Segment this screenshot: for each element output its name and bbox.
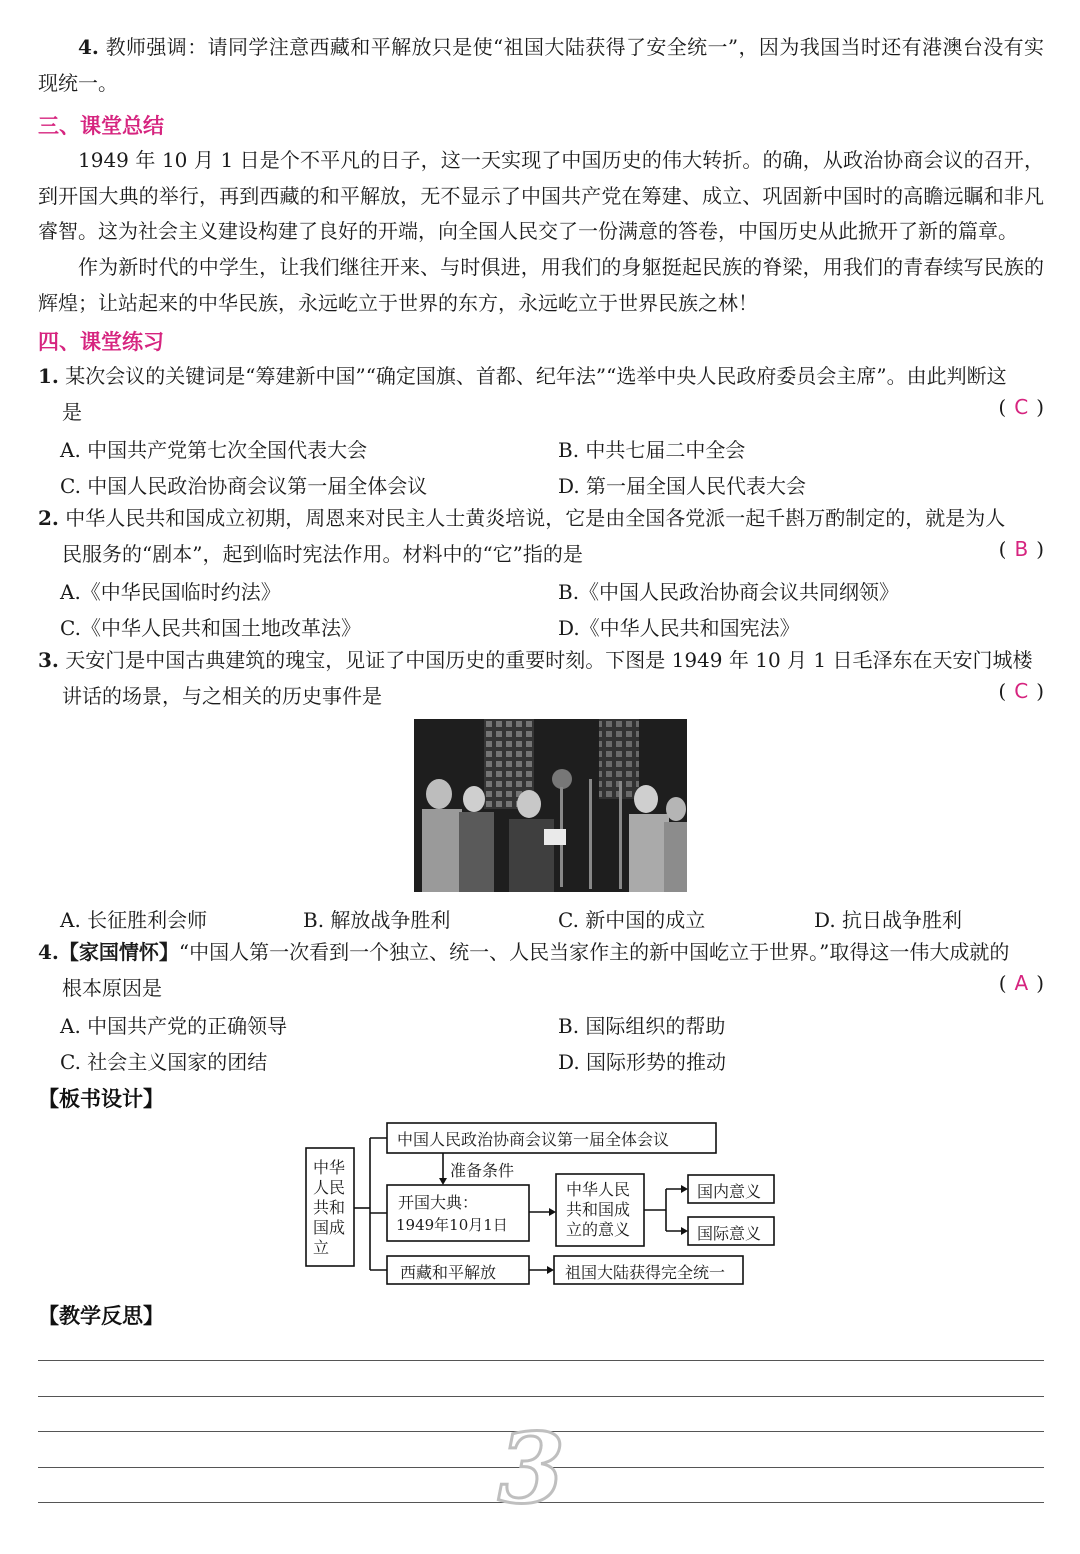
answer-letter: A bbox=[1014, 971, 1029, 995]
question-number: 4. bbox=[38, 940, 59, 964]
option-d: D. 抗日战争胜利 bbox=[814, 908, 963, 932]
teacher-note-text: 教师强调：请同学注意西藏和平解放只是使“祖国大陆获得了安全统一”，因为我国当时还有港澳台没有实现统一。 bbox=[38, 35, 1044, 95]
question-text-line2: 民服务的“剧本”，起到临时宪法作用。材料中的“它”指的是 bbox=[62, 541, 583, 566]
question-text-line2: 根本原因是 bbox=[62, 975, 162, 1000]
option-b: B.《中国人民政治协商会议共同纲领》 bbox=[558, 580, 900, 604]
reflection-heading: 【教学反思】 bbox=[38, 1304, 164, 1328]
question-text-line1: 某次会议的关键词是“筹建新中国”“确定国旗、首都、纪年法”“选举中央人民政府委员会主席”。由此判断这 bbox=[65, 364, 1007, 388]
practice-heading: 四、课堂练习 bbox=[38, 330, 164, 354]
question-text-line1: 中华人民共和国成立初期，周恩来对民主人士黄炎培说，它是由全国各党派一起千斟万酌制定的，就是为人 bbox=[65, 506, 1006, 530]
question-text-line2: 讲话的场景，与之相关的历史事件是 bbox=[62, 683, 382, 708]
option-d: D. 国际形势的推动 bbox=[558, 1050, 727, 1074]
question-number: 2. bbox=[38, 506, 59, 530]
option-b: B. 国际组织的帮助 bbox=[558, 1014, 726, 1038]
option-a: A. 中国共产党第七次全国代表大会 bbox=[60, 438, 368, 462]
writing-line bbox=[38, 1396, 1044, 1397]
answer-letter: B bbox=[1014, 537, 1029, 561]
question-3 bbox=[38, 643, 1044, 714]
question-text-line1: “中国人第一次看到一个独立、统一、人民当家作主的新中国屹立于世界。”取得这一伟大成就的 bbox=[178, 940, 1010, 964]
unify-label: 祖国大陆获得完全统一 bbox=[565, 1263, 726, 1282]
question-text-line2: 是 bbox=[62, 399, 82, 424]
summary-heading: 三、课堂总结 bbox=[38, 114, 164, 138]
answer-letter: C bbox=[1014, 395, 1029, 419]
historical-photo bbox=[414, 719, 687, 892]
page-number: 3 bbox=[498, 1412, 565, 1525]
conference-label: 中国人民政治协商会议第一届全体会议 bbox=[397, 1130, 670, 1149]
writing-line bbox=[38, 1360, 1044, 1361]
option-a: A. 长征胜利会师 bbox=[60, 908, 208, 932]
option-b: B. 解放战争胜利 bbox=[303, 908, 451, 932]
answer-bracket: ( A ) bbox=[998, 971, 1044, 995]
question-number: 1. bbox=[38, 364, 59, 388]
question-2 bbox=[38, 501, 1044, 572]
option-a: A. 中国共产党的正确领导 bbox=[60, 1014, 288, 1038]
root-label: 中华人民共和国成立 bbox=[313, 1158, 346, 1257]
ceremony-label-2: 1949年10月1日 bbox=[396, 1216, 508, 1234]
photo-illustration bbox=[414, 719, 687, 892]
prep-label: 准备条件 bbox=[450, 1161, 515, 1180]
option-d: D. 第一届全国人民代表大会 bbox=[558, 474, 807, 498]
option-c: C. 中国人民政治协商会议第一届全体会议 bbox=[60, 474, 428, 498]
answer-bracket: ( B ) bbox=[998, 537, 1044, 561]
international-label: 国际意义 bbox=[697, 1224, 762, 1243]
question-text-line1: 天安门是中国古典建筑的瑰宝，见证了中国历史的重要时刻。下图是 1949 年 10 月 1 日毛泽东在天安门城楼 bbox=[65, 648, 1033, 672]
meaning-label-1: 中华人民 bbox=[566, 1180, 631, 1199]
option-b: B. 中共七届二中全会 bbox=[558, 438, 746, 462]
board-heading: 【板书设计】 bbox=[38, 1087, 164, 1111]
meaning-label-2: 共和国成 bbox=[566, 1200, 631, 1219]
option-c: C. 社会主义国家的团结 bbox=[60, 1050, 268, 1074]
option-c: C. 新中国的成立 bbox=[558, 908, 706, 932]
question-tag: 【家国情怀】 bbox=[58, 940, 179, 964]
option-d: D.《中华人民共和国宪法》 bbox=[558, 616, 800, 640]
domestic-label: 国内意义 bbox=[697, 1182, 762, 1201]
meaning-label-3: 立的意义 bbox=[566, 1220, 631, 1239]
option-a: A.《中华民国临时约法》 bbox=[60, 580, 281, 604]
question-number: 3. bbox=[38, 648, 59, 672]
summary-paragraph-2: 作为新时代的中学生，让我们继往开来、与时俱进，用我们的身躯挺起民族的脊梁，用我们的青春续写民族的辉煌；让站起来的中华民族，永远屹立于世界的东方，永远屹立于世界民族之林！ bbox=[38, 255, 1044, 315]
tibet-label: 西藏和平解放 bbox=[400, 1263, 497, 1282]
question-1 bbox=[38, 359, 1044, 430]
item-number: 4. bbox=[78, 35, 99, 59]
ceremony-label-1: 开国大典： bbox=[398, 1193, 479, 1212]
summary-paragraph-1: 1949 年 10 月 1 日是个不平凡的日子，这一天实现了中国历史的伟大转折。的确，从政治协商会议的召开，到开国大典的举行，再到西藏的和平解放，无不显示了中国共产党在筹建、成立、巩固新中国时的高瞻远瞩和非凡睿智。这为社会主义建设构建了良好的开端，向全国人民交了一份满意的答卷，中国历史从此掀开了新的篇章。 bbox=[38, 148, 1044, 243]
answer-letter: C bbox=[1014, 679, 1029, 703]
answer-bracket: ( C ) bbox=[998, 395, 1044, 419]
answer-bracket: ( C ) bbox=[998, 679, 1044, 703]
question-4 bbox=[38, 935, 1044, 1006]
option-c: C.《中华人民共和国土地改革法》 bbox=[60, 616, 361, 640]
teacher-note bbox=[38, 30, 1044, 101]
